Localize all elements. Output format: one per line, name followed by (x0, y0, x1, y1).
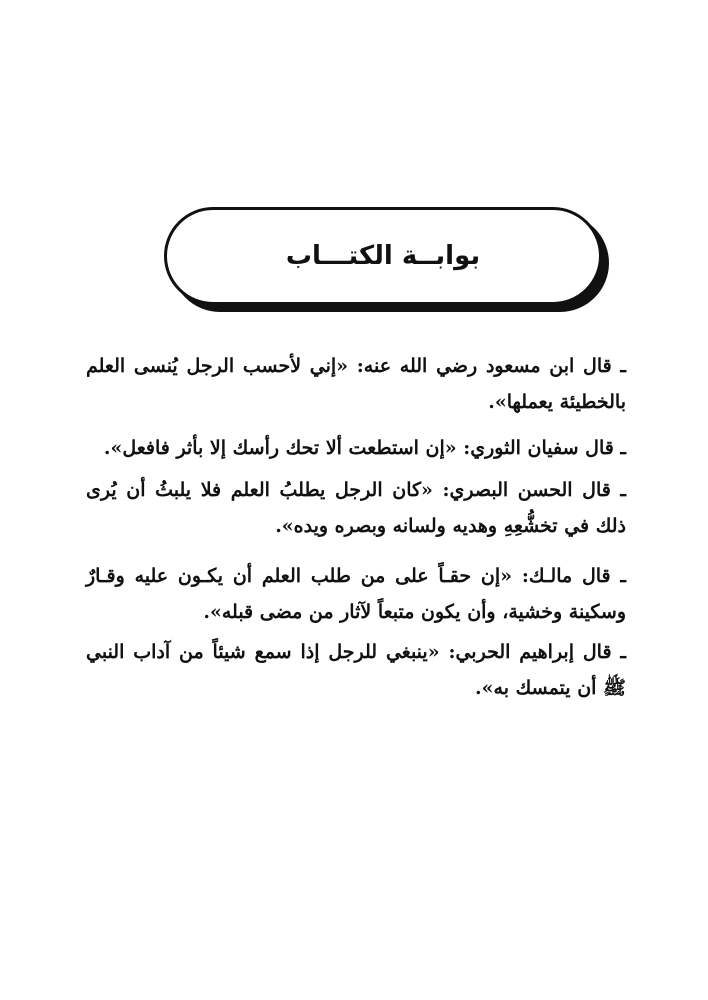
chapter-title-box (164, 207, 602, 305)
quote-ibrahim-harbi: ـ قال إبراهيم الحربي: «ينبغي للرجل إذا سمع شيئاً من آداب النبي ﷺ أن يتمسك به». (86, 641, 626, 699)
quote-malik: ـ قال مالـك: «إن حقـاً على من طلب العلم أن يكـون عليه وقـارٌ وسكينة وخشية، وأن يكون متبعاً لآثار من مضى قبله». (86, 565, 626, 623)
quote-hasan-basri: ـ قال الحسن البصري: «كان الرجل يطلبُ العلم فلا يلبثُ أن يُرى ذلك في تخشُّعِهِ وهديه ولسانه وبصره ويده». (86, 479, 626, 537)
quote-ibn-masud: ـ قال ابن مسعود رضي الله عنه: «إني لأحسب الرجل يُنسى العلم بالخطيئة يعملها». (86, 355, 626, 413)
quotes-section (86, 348, 626, 718)
chapter-title: بوابــة الكتـــاب (285, 241, 481, 271)
quote-sufyan-thawri: ـ قال سفيان الثوري: «إن استطعت ألا تحك رأسك إلا بأثر فافعل». (103, 437, 626, 459)
